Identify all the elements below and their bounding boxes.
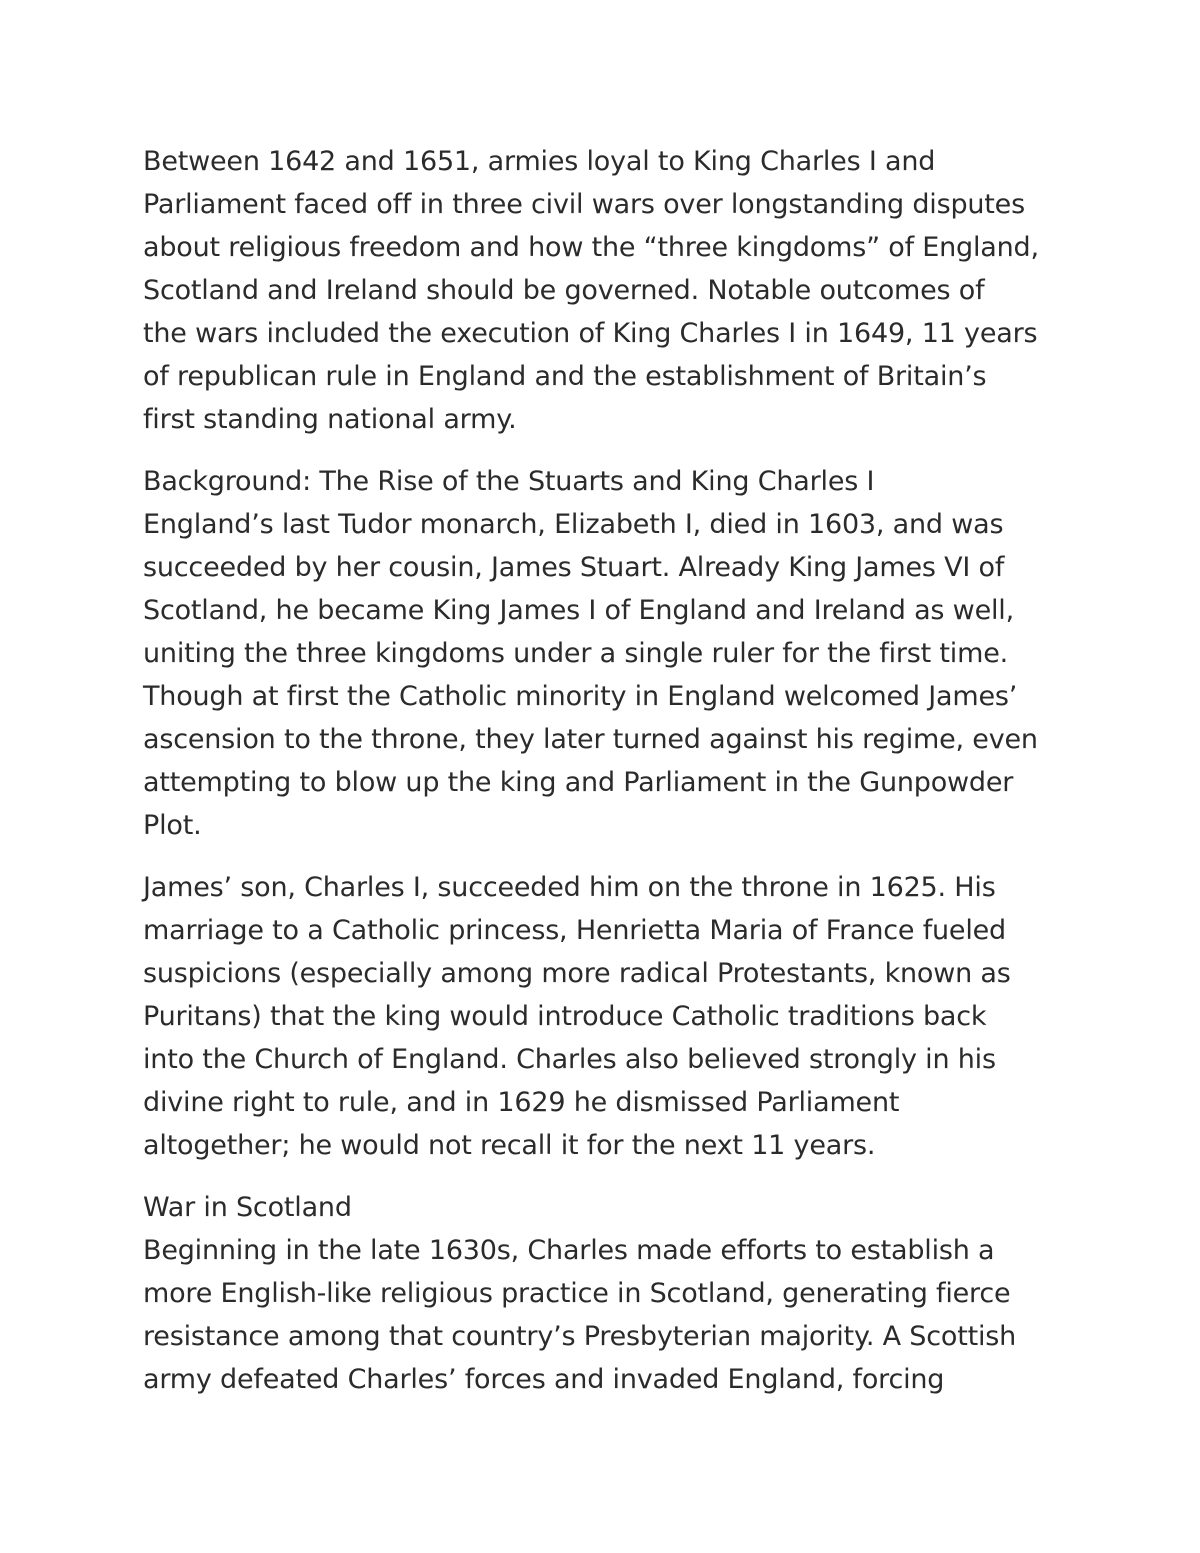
text-line: more English-like religious practice in Scotland, generating fierce <box>143 1278 1011 1309</box>
text-line: ascension to the throne, they later turned against his regime, even <box>143 724 1038 755</box>
text-line: uniting the three kingdoms under a single ruler for the first time. <box>143 638 1008 669</box>
text-line: army defeated Charles’ forces and invaded England, forcing <box>143 1364 945 1395</box>
text-line: suspicions (especially among more radical Protestants, known as <box>143 958 1011 989</box>
text-line: Puritans) that the king would introduce Catholic traditions back <box>143 1001 987 1032</box>
text-line: succeeded by her cousin, James Stuart. Already King James VI of <box>143 552 1005 583</box>
text-line: attempting to blow up the king and Parliament in the Gunpowder <box>143 767 1014 798</box>
text-line: Scotland and Ireland should be governed. Notable outcomes of <box>143 275 985 306</box>
paragraph-intro <box>143 140 1078 441</box>
section-heading: Background: The Rise of the Stuarts and King Charles I <box>143 466 875 497</box>
text-line: marriage to a Catholic princess, Henrietta Maria of France fueled <box>143 915 1006 946</box>
document-page <box>143 140 1078 1420</box>
text-line: Beginning in the late 1630s, Charles made efforts to establish a <box>143 1235 995 1266</box>
text-line: Scotland, he became King James I of England and Ireland as well, <box>143 595 1014 626</box>
text-line: of republican rule in England and the establishment of Britain’s <box>143 361 987 392</box>
text-line: the wars included the execution of King Charles I in 1649, 11 years <box>143 318 1038 349</box>
text-line: into the Church of England. Charles also believed strongly in his <box>143 1044 996 1075</box>
section-heading: War in Scotland <box>143 1192 352 1223</box>
text-line: Though at first the Catholic minority in England welcomed James’ <box>143 681 1018 712</box>
text-line: about religious freedom and how the “three kingdoms” of England, <box>143 232 1039 263</box>
text-line: divine right to rule, and in 1629 he dismissed Parliament <box>143 1087 900 1118</box>
text-line: Plot. <box>143 810 202 841</box>
section-war-in-scotland <box>143 1186 1078 1401</box>
text-line: resistance among that country’s Presbyterian majority. A Scottish <box>143 1321 1017 1352</box>
text-line: England’s last Tudor monarch, Elizabeth I, died in 1603, and was <box>143 509 1004 540</box>
text-line: altogether; he would not recall it for the next 11 years. <box>143 1130 876 1161</box>
text-line: James’ son, Charles I, succeeded him on the throne in 1625. His <box>143 872 996 903</box>
text-line: Between 1642 and 1651, armies loyal to King Charles I and <box>143 146 936 177</box>
section-background <box>143 460 1078 847</box>
paragraph-charles <box>143 866 1078 1167</box>
text-line: Parliament faced off in three civil wars over longstanding disputes <box>143 189 1025 220</box>
text-line: first standing national army. <box>143 404 517 435</box>
